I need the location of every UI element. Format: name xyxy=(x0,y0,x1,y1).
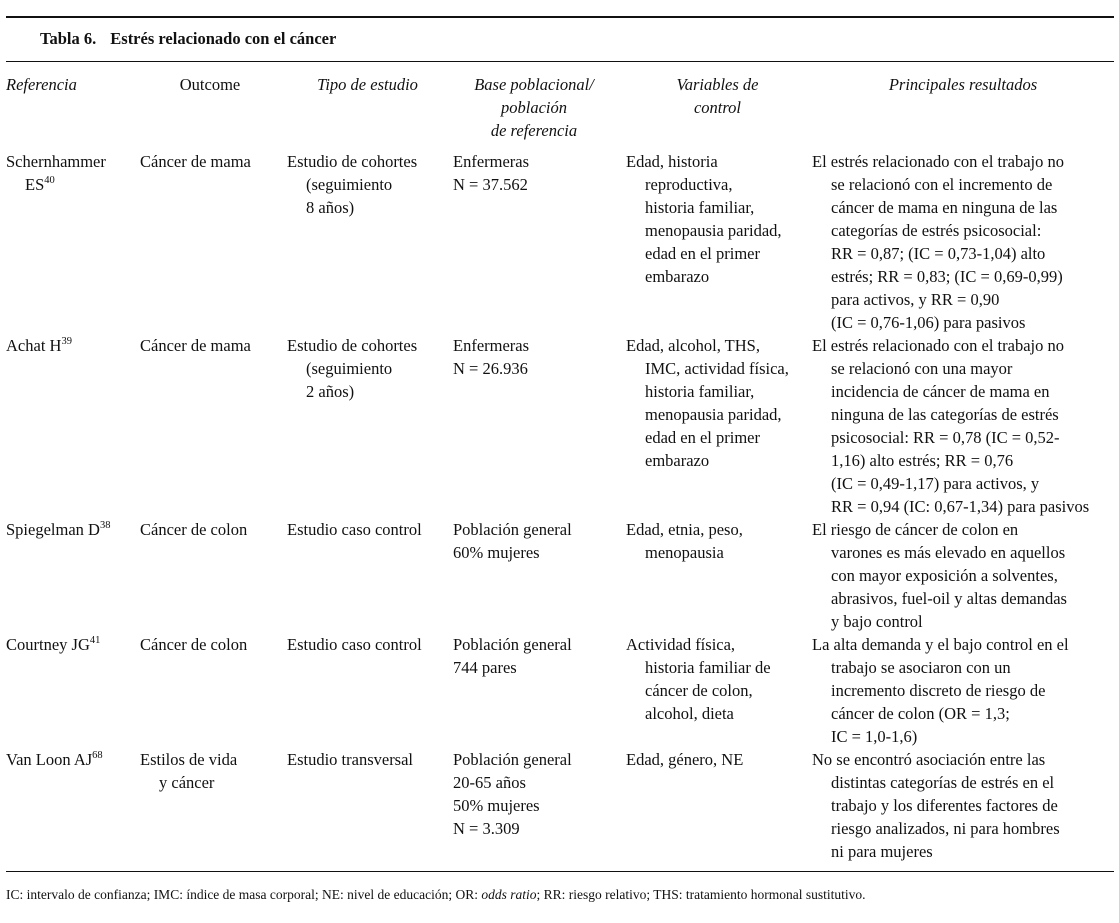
row1-outcome: Cáncer de mama xyxy=(140,152,251,171)
row3-variables: Edad, etnia, peso, menopausia xyxy=(626,520,743,562)
row3-outcome: Cáncer de colon xyxy=(140,520,248,539)
row1-resultados: El estrés relacionado con el trabajo no se relacionó con el incremento de cáncer de mama en ninguna de las categorías de estrés psicosocial: RR = 0,87; (IC = 0,73-1,04) alto estrés; RR = 0,83; (IC = 0,69-0,99) para activos, y RR = 0,90 (IC = 0,76-1,06) para pasivos xyxy=(812,152,1064,332)
header-principales-resultados: Principales resultados xyxy=(888,75,1038,94)
row5-variables: Edad, género, NE xyxy=(626,750,744,769)
row2-reference: Achat $H^{39}$ xyxy=(6,336,72,355)
row5-base: Población general 20-65 años 50% mujeres N = 3.309 xyxy=(453,750,572,838)
row1-tipo: Estudio de cohortes (seguimiento 8 años) xyxy=(287,152,418,217)
row4-resultados: La alta demanda y el bajo control en el trabajo se asociaron con un incremento discreto de riesgo de cáncer de colon (OR = 1,3; IC = 1,0-1,6) xyxy=(812,635,1069,746)
row5-tipo: Estudio transversal xyxy=(287,750,414,769)
row2-variables: Edad, alcohol, THS, IMC, actividad física, historia familiar, menopausia paridad, edad en el primer embarazo xyxy=(626,336,789,470)
header-referencia: Referencia xyxy=(6,75,77,94)
table-title-bar xyxy=(6,16,1114,62)
row3-tipo: Estudio caso control xyxy=(287,520,422,539)
table-title xyxy=(40,29,336,49)
header-base-poblacional: Base poblacional/ población de referencia xyxy=(474,75,594,140)
row5-resultados: No se encontró asociación entre las distintas categorías de estrés en el trabajo y los diferentes factores de riesgo analizados, ni para hombres ni para mujeres xyxy=(812,750,1060,861)
table-footnote: IC: intervalo de confianza; IMC: índice de masa corporal; NE: nivel de educación; OR: odds ratio; RR: riesgo relativo; THS: tratamiento hormonal sustitutivo. xyxy=(6,887,866,902)
header-variables-control: Variables de control xyxy=(676,75,759,117)
table-bottom-rule xyxy=(6,871,1114,872)
row1-reference: Schernhammer ES$^{40}$ xyxy=(6,152,106,194)
row1-variables: Edad, historia reproductiva, historia familiar, menopausia paridad, edad en el primer embarazo xyxy=(626,152,782,286)
row4-reference: Courtney JG$^{41}$ xyxy=(6,635,101,654)
row3-base: Población general 60% mujeres xyxy=(453,520,572,562)
row2-tipo: Estudio de cohortes (seguimiento 2 años) xyxy=(287,336,418,401)
row4-variables: Actividad física, historia familiar de cáncer de colon, alcohol, dieta xyxy=(626,635,771,723)
header-tipo-estudio: Tipo de estudio xyxy=(317,75,418,94)
header-outcome: Outcome xyxy=(179,75,241,94)
row2-outcome: Cáncer de mama xyxy=(140,336,251,355)
row5-reference: Van Loon AJ$^{68}$ xyxy=(6,750,103,769)
row4-tipo: Estudio caso control xyxy=(287,635,422,654)
row2-base: Enfermeras N = 26.936 xyxy=(453,336,530,378)
row2-resultados: El estrés relacionado con el trabajo no se relacionó con una mayor incidencia de cáncer de mama en ninguna de las categorías de estrés psicosocial: RR = 0,78 (IC = 0,52- 1,16) alto estrés; RR = 0,76 (IC = 0,49-1,17) para activos, y RR = 0,94 (IC: 0,67-1,34) para pasivos xyxy=(812,336,1090,516)
row4-outcome: Cáncer de colon xyxy=(140,635,248,654)
row3-resultados: El riesgo de cáncer de colon en varones es más elevado en aquellos con mayor exposición a solventes, abrasivos, fuel-oil y altas demandas y bajo control xyxy=(812,520,1067,631)
table-name: Estrés relacionado con el cáncer xyxy=(110,29,337,48)
row1-base: Enfermeras N = 37.562 xyxy=(453,152,530,194)
table-number: Tabla 6. xyxy=(40,29,97,48)
row4-base: Población general 744 pares xyxy=(453,635,572,677)
row5-outcome: Estilos de vida y cáncer xyxy=(140,750,238,792)
row3-reference: Spiegelman $D^{38}$ xyxy=(6,520,111,539)
